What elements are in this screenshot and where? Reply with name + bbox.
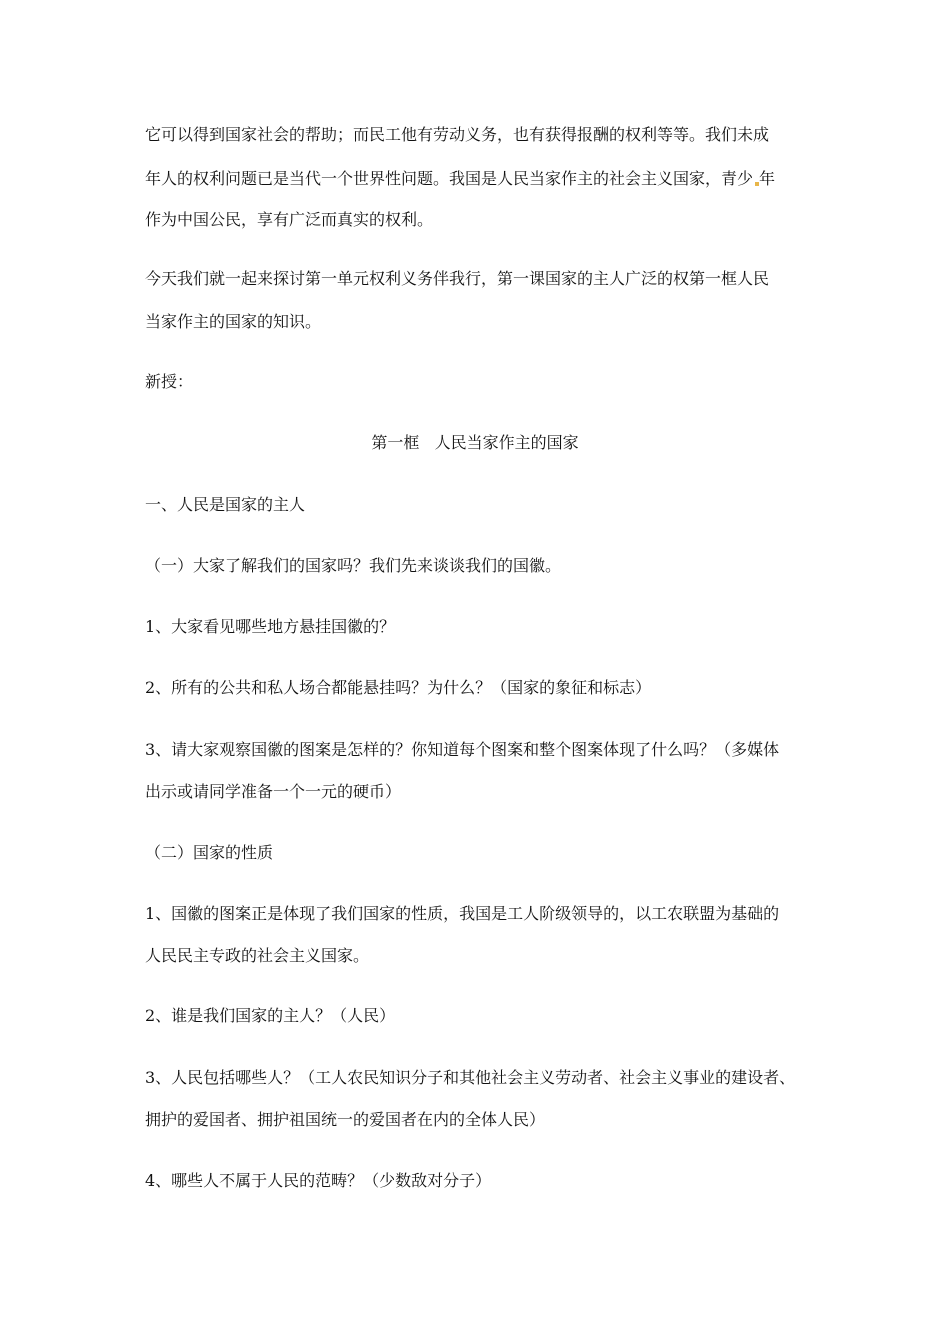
lead-in-line-1: 今天我们就一起来探讨第一单元权利义务伴我行，第一课国家的主人广泛的权第一框人民 xyxy=(145,269,770,288)
point-2: 2、谁是我们国家的主人？（人民） xyxy=(145,1006,396,1025)
point-1-line-2: 人民民主专政的社会主义国家。 xyxy=(145,946,370,965)
question-3-line-2: 出示或请同学准备一个一元的硬币） xyxy=(145,782,402,801)
question-3-line-1: 3、请大家观察国徽的图案是怎样的？你知道每个图案和整个图案体现了什么吗？（多媒体 xyxy=(145,740,780,759)
part-1-heading: （一）大家了解我们的国家吗？我们先来谈谈我们的国徽。 xyxy=(145,556,562,575)
question-1: 1、大家看见哪些地方悬挂国徽的？ xyxy=(145,617,396,636)
intro-line-2 xyxy=(145,168,775,190)
point-4: 4、哪些人不属于人民的范畴？（少数敌对分子） xyxy=(145,1171,492,1190)
point-1-line-1: 1、国徽的图案正是体现了我们国家的性质，我国是工人阶级领导的，以工农联盟为基础的 xyxy=(145,904,780,923)
new-lesson-label: 新授： xyxy=(145,372,194,391)
intro-line-3: 作为中国公民，享有广泛而真实的权利。 xyxy=(145,210,434,229)
point-3-line-2: 拥护的爱国者、拥护祖国统一的爱国者在内的全体人民） xyxy=(145,1110,546,1129)
section-1-heading: 一、人民是国家的主人 xyxy=(145,495,306,514)
point-3-line-1: 3、人民包括哪些人？（工人农民知识分子和其他社会主义劳动者、社会主义事业的建设者、 xyxy=(145,1068,796,1087)
intro-line-1: 它可以得到国家社会的帮助；而民工他有劳动义务，也有获得报酬的权利等等。我们未成 xyxy=(145,125,770,144)
lesson-title: 第一框 人民当家作主的国家 xyxy=(371,433,579,452)
intro-line-2-end: 年 xyxy=(759,169,776,188)
part-2-heading: （二）国家的性质 xyxy=(145,843,274,862)
question-2: 2、所有的公共和私人场合都能悬挂吗？为什么？（国家的象征和标志） xyxy=(145,678,652,697)
lead-in-line-2: 当家作主的国家的知识。 xyxy=(145,312,322,331)
intro-line-2-text: 年人的权利问题已是当代一个世界性问题。我国是人民当家作主的社会主义国家，青少 xyxy=(145,169,754,188)
